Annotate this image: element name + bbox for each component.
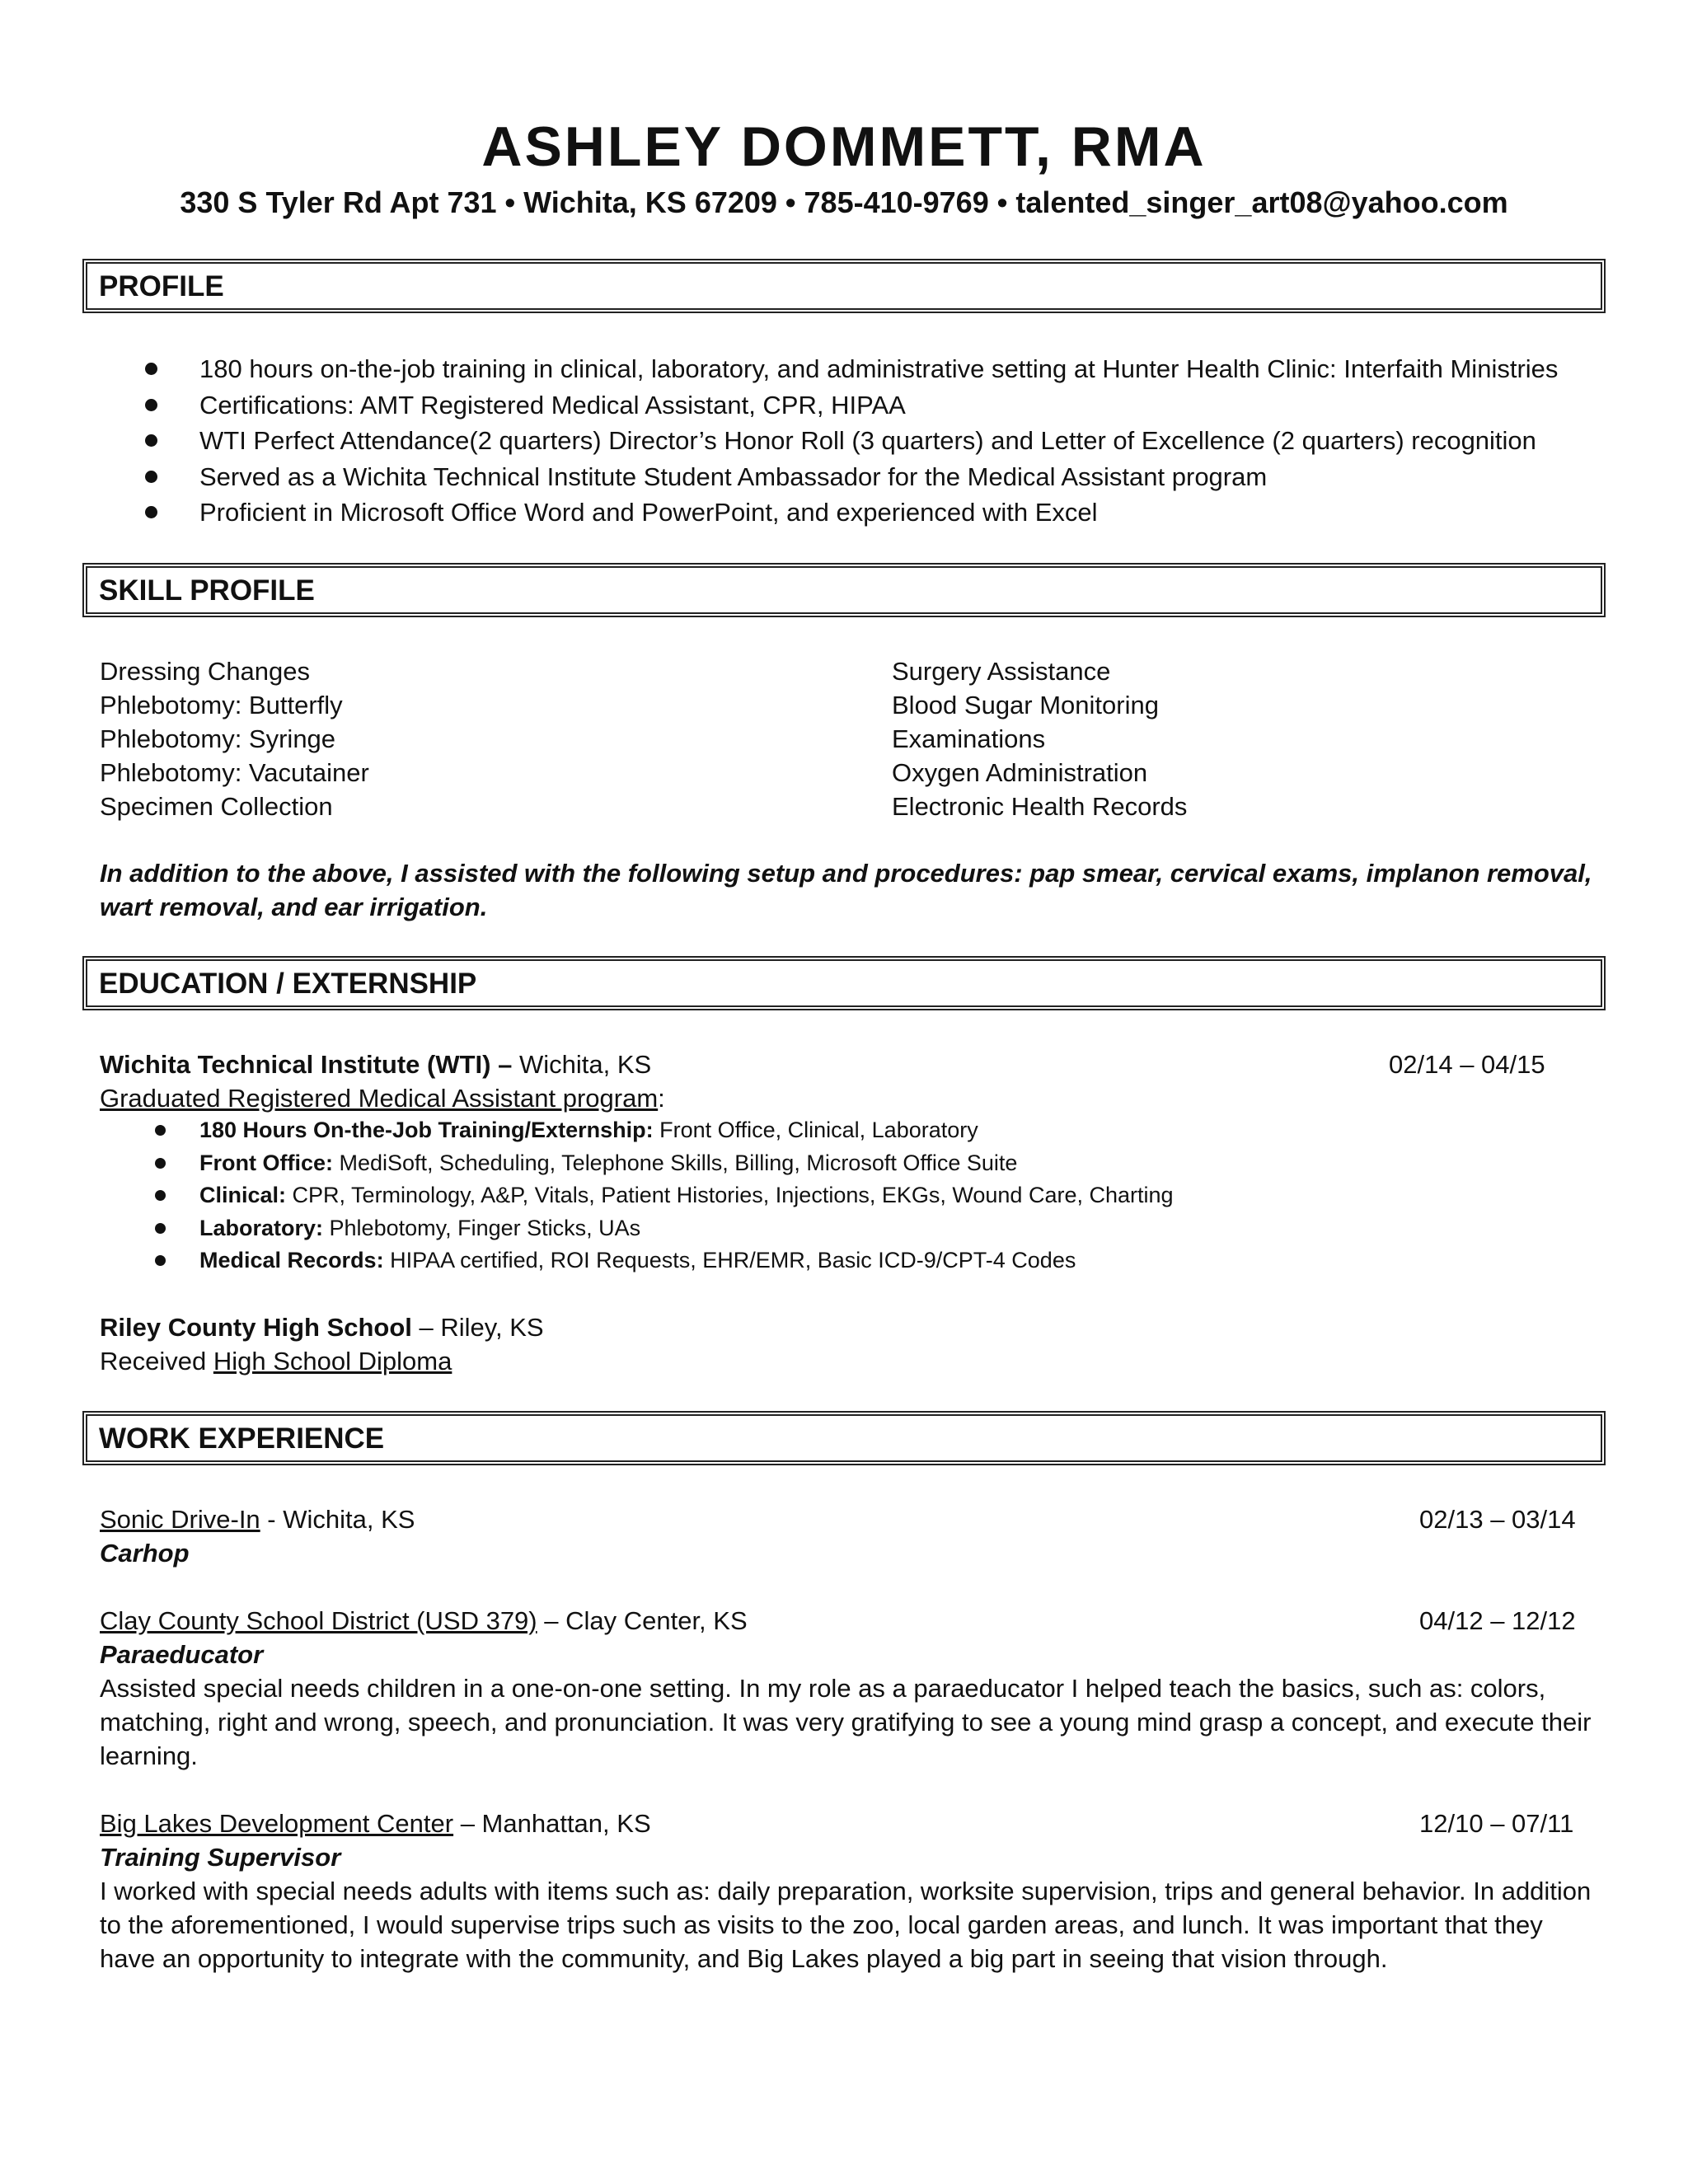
employer-location: - Wichita, KS — [260, 1505, 415, 1534]
bullet-icon — [155, 1255, 166, 1266]
bullet-icon — [155, 1190, 166, 1201]
job-dates: 02/13 – 03/14 — [1419, 1505, 1576, 1534]
bullet-icon — [145, 471, 157, 483]
employer-name: Clay County School District (USD 379) — [100, 1606, 537, 1635]
employer-name: Big Lakes Development Center — [100, 1809, 454, 1838]
section-header-work — [82, 1411, 1606, 1465]
job-dates: 12/10 – 07/11 — [1419, 1809, 1574, 1838]
skill-item: Surgery Assistance — [892, 657, 1111, 686]
education-details-list — [148, 1114, 1174, 1277]
profile-list — [99, 351, 1558, 531]
bullet-icon — [145, 434, 157, 447]
education-hs-diploma: Received High School Diploma — [100, 1347, 452, 1376]
list-item: Laboratory: Phlebotomy, Finger Sticks, UAs — [148, 1212, 1174, 1245]
skills-left-column — [100, 654, 369, 823]
education-hs-heading — [100, 1310, 544, 1344]
list-item: 180 Hours On-the-Job Training/Externship: Front Office, Clinical, Laboratory — [148, 1114, 1174, 1147]
list-item: Clinical: CPR, Terminology, A&P, Vitals, Patient Histories, Injections, EKGs, Wound Care, Charting — [148, 1179, 1174, 1212]
job-description: Assisted special needs children in a one-on-one setting. In my role as a paraeducator I helped teach the basics, such as: colors, matching, right and wrong, speech, and pronunciation. It was very gratifying to see a young mind grasp a concept, and execute their learning. — [100, 1674, 1592, 1770]
job-dates: 04/12 – 12/12 — [1419, 1606, 1576, 1635]
resume-name: ASHLEY DOMMETT, RMA — [481, 115, 1207, 178]
job-heading — [100, 1604, 748, 1638]
bullet-icon — [145, 363, 157, 375]
section-title: PROFILE — [99, 270, 224, 302]
list-item: Certifications: AMT Registered Medical Assistant, CPR, HIPAA — [99, 387, 1558, 424]
job-heading — [100, 1807, 651, 1840]
program-name: Graduated Registered Medical Assistant program — [100, 1084, 659, 1113]
job-role: Carhop — [100, 1539, 190, 1568]
employer-location: – Clay Center, KS — [537, 1606, 748, 1635]
section-header-profile — [82, 259, 1606, 313]
school-location: – Riley, KS — [411, 1313, 544, 1342]
bullet-icon — [155, 1125, 166, 1136]
contact-line: 330 S Tyler Rd Apt 731 • Wichita, KS 67209 • 785-410-9769 • talented_singer_art08@yahoo.com — [180, 185, 1508, 219]
skill-item: Blood Sugar Monitoring — [892, 691, 1159, 719]
employer-name: Sonic Drive-In — [100, 1505, 260, 1534]
job-role: Training Supervisor — [100, 1843, 341, 1872]
bullet-icon — [145, 506, 157, 518]
job-role: Paraeducator — [100, 1640, 264, 1669]
section-header-skills — [82, 563, 1606, 617]
school-name: Wichita Technical Institute (WTI) – — [100, 1050, 513, 1079]
bullet-icon — [145, 399, 157, 411]
school-name: Riley County High School — [100, 1313, 412, 1342]
skill-item: Dressing Changes — [100, 657, 311, 686]
skill-item: Phlebotomy: Butterfly — [100, 691, 343, 719]
section-header-education — [82, 956, 1606, 1010]
list-item: 180 hours on-the-job training in clinical, laboratory, and administrative setting at Hunter Health Clinic: Interfaith Ministries — [99, 351, 1558, 387]
skill-item: Phlebotomy: Syringe — [100, 724, 336, 753]
school-location: Wichita, KS — [512, 1050, 652, 1079]
skill-item: Oxygen Administration — [892, 758, 1148, 787]
job-heading — [100, 1502, 415, 1536]
section-title: EDUCATION / EXTERNSHIP — [99, 968, 477, 1000]
list-item: Proficient in Microsoft Office Word and PowerPoint, and experienced with Excel — [99, 494, 1558, 531]
list-item: Front Office: MediSoft, Scheduling, Telephone Skills, Billing, Microsoft Office Suite — [148, 1147, 1174, 1180]
skill-item: Examinations — [892, 724, 1046, 753]
job-description: I worked with special needs adults with items such as: daily preparation, worksite supervision, trips and general behavior. In addition to the aforementioned, I would supervise trips such as visits to the zoo, local garden areas, and lunch. It was important that they have an opportunity to integrate with the community, and Big Lakes played a big part in seeing that vision through. — [100, 1877, 1592, 1973]
list-item: Medical Records: HIPAA certified, ROI Requests, EHR/EMR, Basic ICD-9/CPT-4 Codes — [148, 1244, 1174, 1277]
skills-note: In addition to the above, I assisted with the following setup and procedures: pap smear, cervical exams, implanon removal, wart removal, and ear irrigation. — [100, 859, 1592, 921]
skill-item: Specimen Collection — [100, 792, 333, 821]
skills-right-column — [892, 654, 1187, 823]
employer-location: – Manhattan, KS — [453, 1809, 651, 1838]
section-title: WORK EXPERIENCE — [99, 1422, 385, 1455]
list-item: WTI Perfect Attendance(2 quarters) Director’s Honor Roll (3 quarters) and Letter of Excellence (2 quarters) recognition — [99, 423, 1558, 459]
bullet-icon — [155, 1158, 166, 1169]
section-title: SKILL PROFILE — [99, 574, 315, 607]
list-item: Served as a Wichita Technical Institute Student Ambassador for the Medical Assistant program — [99, 459, 1558, 495]
bullet-icon — [155, 1223, 166, 1234]
skill-item: Phlebotomy: Vacutainer — [100, 758, 369, 787]
skill-item: Electronic Health Records — [892, 792, 1188, 821]
education-wti-dates: 02/14 – 04/15 — [1389, 1050, 1545, 1079]
education-program: Graduated Registered Medical Assistant program: — [100, 1084, 665, 1113]
diploma-name: High School Diploma — [213, 1347, 452, 1376]
education-wti-heading — [100, 1047, 651, 1081]
